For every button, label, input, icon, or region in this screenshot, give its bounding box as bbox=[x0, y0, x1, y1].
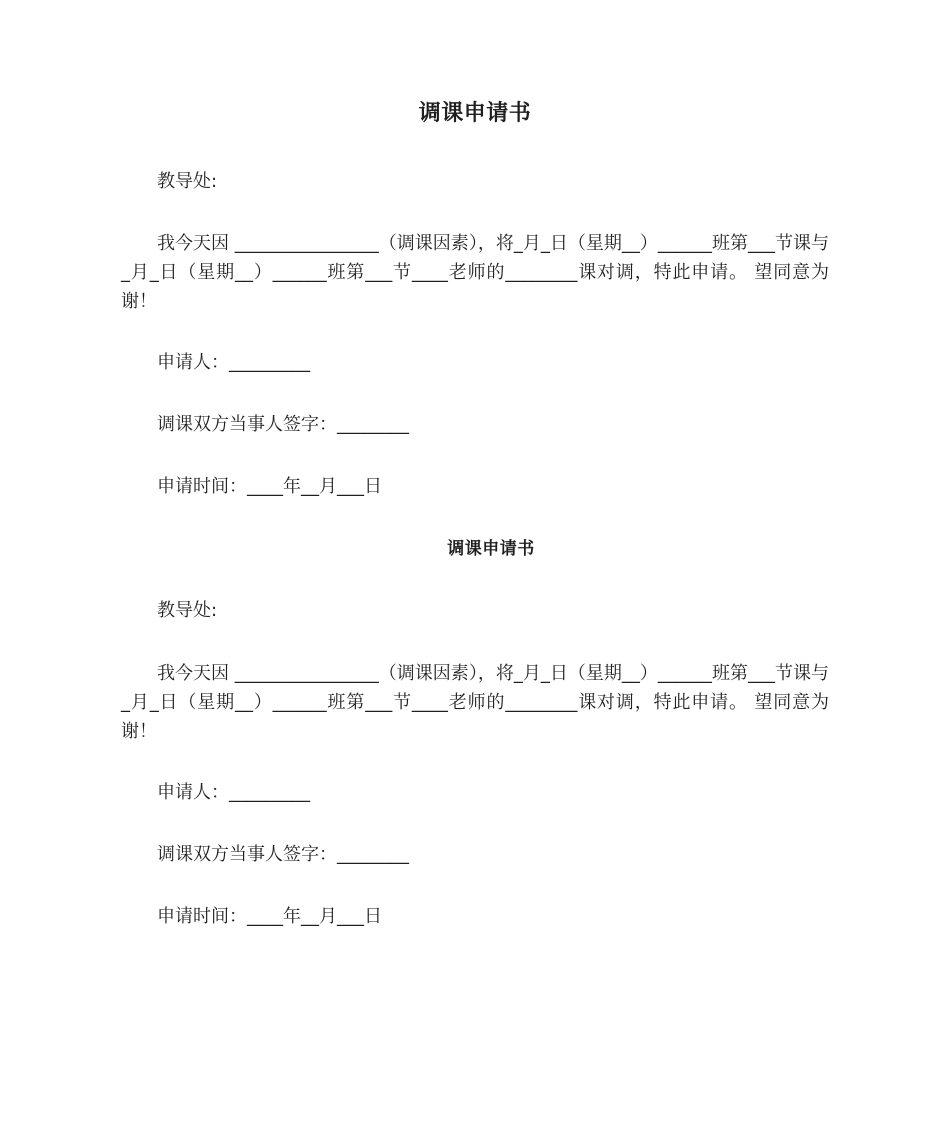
signature-line: 调课双方当事人签字：________ bbox=[157, 414, 409, 435]
addressee: 教导处: bbox=[157, 171, 218, 192]
request-body: 我今天因 ________________（调课因素），将_月_日（星期__）______班第___节课与_月_日（星期__）______班第___节____老师的________课对调，特此申请。 望同意为谢！ bbox=[121, 663, 829, 742]
date-line: 申请时间：____年__月___日 bbox=[157, 476, 382, 497]
document-title: 调课申请书 bbox=[418, 101, 532, 126]
applicant-line: 申请人：_________ bbox=[157, 352, 310, 373]
addressee: 教导处: bbox=[157, 600, 218, 621]
date-line: 申请时间：____年__月___日 bbox=[157, 906, 382, 927]
applicant-line: 申请人：_________ bbox=[157, 782, 310, 803]
signature-line: 调课双方当事人签字：________ bbox=[157, 844, 409, 865]
request-body: 我今天因 ________________（调课因素），将_月_日（星期__）______班第___节课与_月_日（星期__）______班第___节____老师的________课对调，特此申请。 望同意为谢！ bbox=[121, 233, 829, 312]
document-title: 调课申请书 bbox=[447, 539, 535, 559]
